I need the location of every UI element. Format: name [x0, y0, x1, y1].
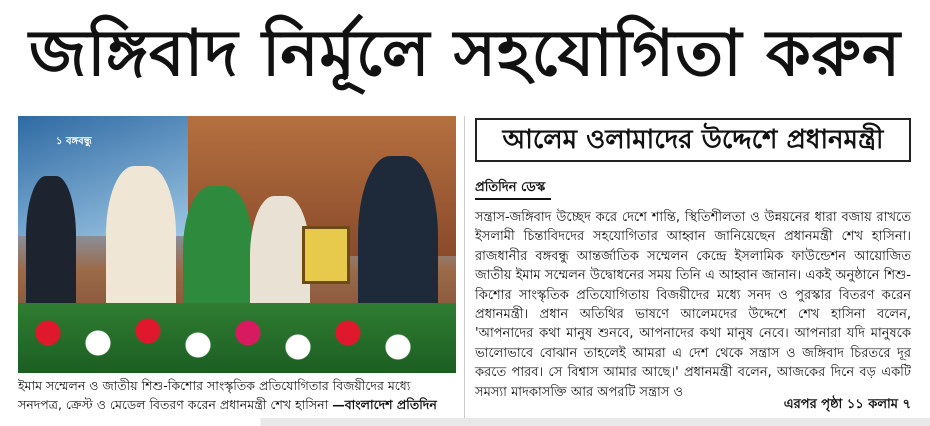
byline-underline [475, 198, 551, 200]
screen-label: ১ বঙ্গবন্ধু [56, 136, 92, 147]
byline-desk: প্রতিদিন ডেস্ক [475, 180, 546, 195]
photo-credit: —বাংলাদেশ প্রতিদিন [332, 397, 437, 412]
subheadline: আলেম ওলামাদের উদ্দেশে প্রধানমন্ত্রী [475, 118, 911, 162]
column-divider [464, 116, 465, 422]
headline: জঙ্গিবাদ নির্মূলে সহযোগিতা করুন [28, 17, 902, 91]
photo-caption [18, 376, 458, 414]
flower-arrangement [18, 303, 456, 373]
continued-jump: এরপর পৃষ্ঠা ১১ কলাম ৭ [783, 397, 911, 412]
news-photo [18, 116, 456, 373]
caption-text: ইমাম সম্মেলন ও জাতীয় শিশু-কিশোর সাংস্কৃতিক প্রতিযোগিতার বিজয়ীদের মধ্যে সনদপত্র, ক্রেস্ট ও মেডেল বিতরণ করেন প্রধানমন্ত্রী শেখ হাসিনা [18, 378, 411, 412]
article-body: সন্ত্রাস-জঙ্গিবাদ উচ্ছেদ করে দেশে শান্তি, স্থিতিশীলতা ও উন্নয়নের ধারা বজায় রাখতে ইসলামী চিন্তাবিদদের সহযোগিতার আহ্বান জানিয়েছেন প্রধানমন্ত্রী শেখ হাসিনা। রাজধানীর বঙ্গবন্ধু আন্তর্জাতিক সম্মেলন কেন্দ্রে ইসলামিক ফাউন্ডেশন আয়োজিত জাতীয় ইমাম সম্মেলন উদ্বোধনের সময় তিনি এ আহ্বান জানান। একই অনুষ্ঠানে শিশু-কিশোর সাংস্কৃতিক প্রতিযোগিতায় বিজয়ীদের মধ্যে সনদ ও পুরস্কার বিতরণ করেন প্রধানমন্ত্রী। প্রধান অতিথির ভাষণে আলেমদের উদ্দেশে শেখ হাসিনা বলেন, 'আপনাদের কথা মানুষ শুনবে, আপনাদের কথা মানুষ নেবে। আপনারা যদি মানুষকে ভালোভাবে বোঝান তাহলেই আমরা এ দেশ থেকে সন্ত্রাস ও জঙ্গিবাদ চিরতরে দূর করতে পারব। সে বিশ্বাস আমার আছে।' প্রধানমন্ত্রী বলেন, আজকের দিনে বড় একটি সমস্যা মাদকাসক্তি আর অপরটি সন্ত্রাস ও [475, 210, 911, 400]
award-plaque [302, 226, 350, 284]
bottom-strip [0, 418, 930, 426]
